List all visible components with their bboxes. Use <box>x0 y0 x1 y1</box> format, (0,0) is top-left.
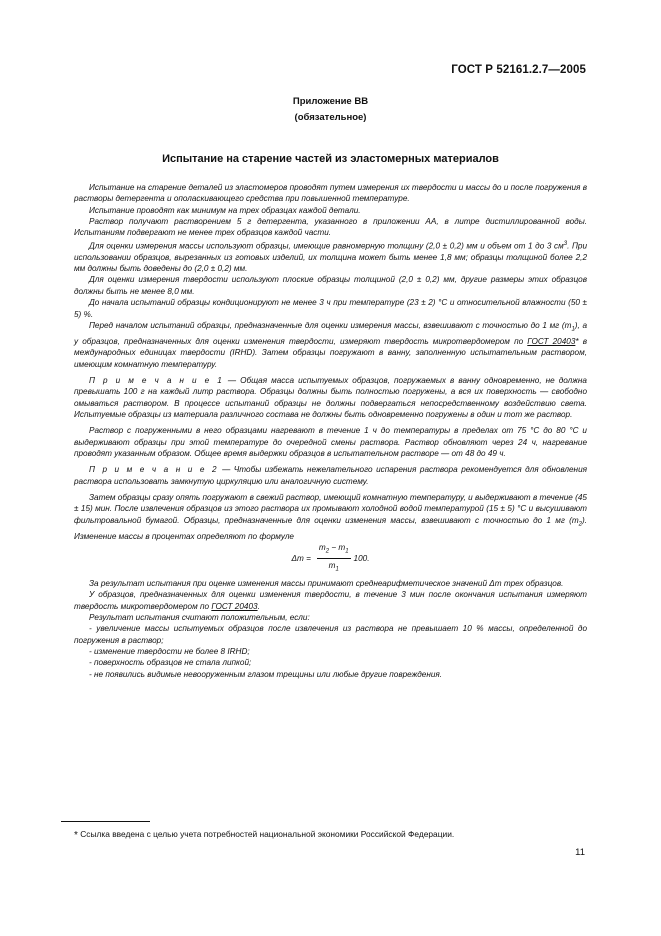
footnote-divider <box>61 821 150 822</box>
formula-numerator: $m_2 - m_1$ <box>317 542 351 560</box>
mass-change-formula <box>74 544 587 574</box>
paragraph: Для оценки измерения массы используют образцы, имеющие равномерную толщину (2,0 ± 0,2) мм и объем от 1 до 3 $см^3$. При использовании образцов, вырезанных из готовых изделий, их толщина может быть менее 1,8 мм; образцы толщиной более 2,2 мм должны быть доведены до (2,0 ± 0,2) мм. <box>74 240 587 274</box>
doc-number-header: ГОСТ Р 52161.2.7—2005 <box>451 64 586 76</box>
paragraph: Перед началом испытаний образцы, предназначенные для оценки измерения массы, взвешивают с точностью до 1 мг $(m_1)$, а у образцов, предназначенных для оценки изменения твердости, измеряют твердость микротвердомером по ГОСТ 20403* в международных единицах твердости (IRHD). Затем образцы погружают в ванну, заполненную испытательным раствором, имеющим комнатную температуру. <box>74 320 587 369</box>
appendix-status: (обязательное) <box>294 112 367 123</box>
paragraph: У образцов, предназначенных для оценки изменения твердости, в течение 3 мин после окончания испытания измеряют твердость микротвердомером по ГОСТ 20403. <box>74 590 587 611</box>
list-item: - не появились видимые невооруженным глазом трещины или любые другие повреждения. <box>89 669 443 679</box>
paragraph: За результат испытания при оценке изменения массы принимают среднеарифметическое значений Δm трех образцов. <box>89 578 564 588</box>
gost-link[interactable]: ГОСТ 20403 <box>527 336 576 346</box>
body-text <box>74 182 587 680</box>
formula-lhs: Δm = <box>291 554 311 564</box>
paragraph: Раствор с погруженными в него образцами нагревают в течение 1 ч до температуры в пределах от 75 °С до 80 °С и выдерживают образцы при этой температуре до очередной смены раствора. Раствор обновляют через 24 ч, нагревание проводят указанным образом. Общее время выдержки образцов в испытательном растворе — от 48 до 49 ч. <box>74 426 587 458</box>
paragraph: Затем образцы сразу опять погружают в свежий раствор, имеющий комнатную температуру, и выдерживают в течение (45 ± 15) мин. После извлечения образцов из этого раствора их промывают холодной водой температурой (15 ± 5) °С и высушивают фильтровальной бумагой. Образцы, предназначенные для оценки изменения массы, взвешивают с точностью до 1 мг $(m_2)$. Изменение массы в процентах определяют по формуле <box>74 492 587 541</box>
note-1: П р и м е ч а н и е 1 — Общая масса испытуемых образцов, погружаемых в ванну одновременно, не должна превышать 100 г на каждый литр раствора. Образцы должны быть полностью погружены, а вся их поверхность — свободно омываться раствором. В процессе испытаний образцы не должны подвергаться непосредственному воздействию света. Испытуемые образцы из материала различного состава не должны быть одновременно погружены в один и тот же раствор. <box>74 375 587 419</box>
paragraph: Результат испытания считают положительным, если: <box>89 613 310 623</box>
formula-denominator: $m_1$ <box>328 561 339 574</box>
paragraph: Испытание на старение деталей из эластомеров проводят путем измерения их твердости и массы до и после погружения в растворы детергента и ополаскивающего средства при повышенной температуре. <box>74 183 587 204</box>
page-title: Испытание на старение частей из эластомерных материалов <box>162 153 499 165</box>
footnote: * Ссылка введена с целью учета потребностей национальной экономики Российской Федерации. <box>74 829 455 841</box>
list-item: - увеличение массы испытуемых образцов после извлечения из раствора не превышает 10 % массы, определенной до погружения в раствор; <box>74 624 587 645</box>
paragraph: Раствор получают растворением 5 г детергента, указанного в приложении АА, в литре дистиллированной воды. Испытаниям подвергают не менее трех образцов каждой части. <box>74 217 587 238</box>
note-2: П р и м е ч а н и е 2 — Чтобы избежать нежелательного испарения раствора рекомендуется для обновления раствора использовать замкнутую циркуляцию или аналогичную систему. <box>74 465 587 486</box>
formula-tail: 100. <box>353 554 370 564</box>
list-item: - поверхность образцов не стала липкой; <box>89 658 252 668</box>
page-number: 11 <box>575 847 585 858</box>
paragraph: Для оценки измерения твердости используют плоские образцы толщиной (2,0 ± 0,2) мм, другие размеры этих образцов должны быть не менее 8,0 мм. <box>74 275 587 296</box>
paragraph: До начала испытаний образцы кондиционируют не менее 3 ч при температуре (23 ± 2) °С и относительной влажности (50 ± 5) %. <box>74 298 587 319</box>
appendix-label: Приложение ВВ <box>292 96 369 107</box>
gost-link[interactable]: ГОСТ 20403 <box>211 601 258 611</box>
list-item: - изменение твердости не более 8 IRHD; <box>89 647 250 657</box>
paragraph: Испытание проводят как минимум на трех образцах каждой детали. <box>89 205 361 215</box>
formula-fraction <box>317 542 351 577</box>
